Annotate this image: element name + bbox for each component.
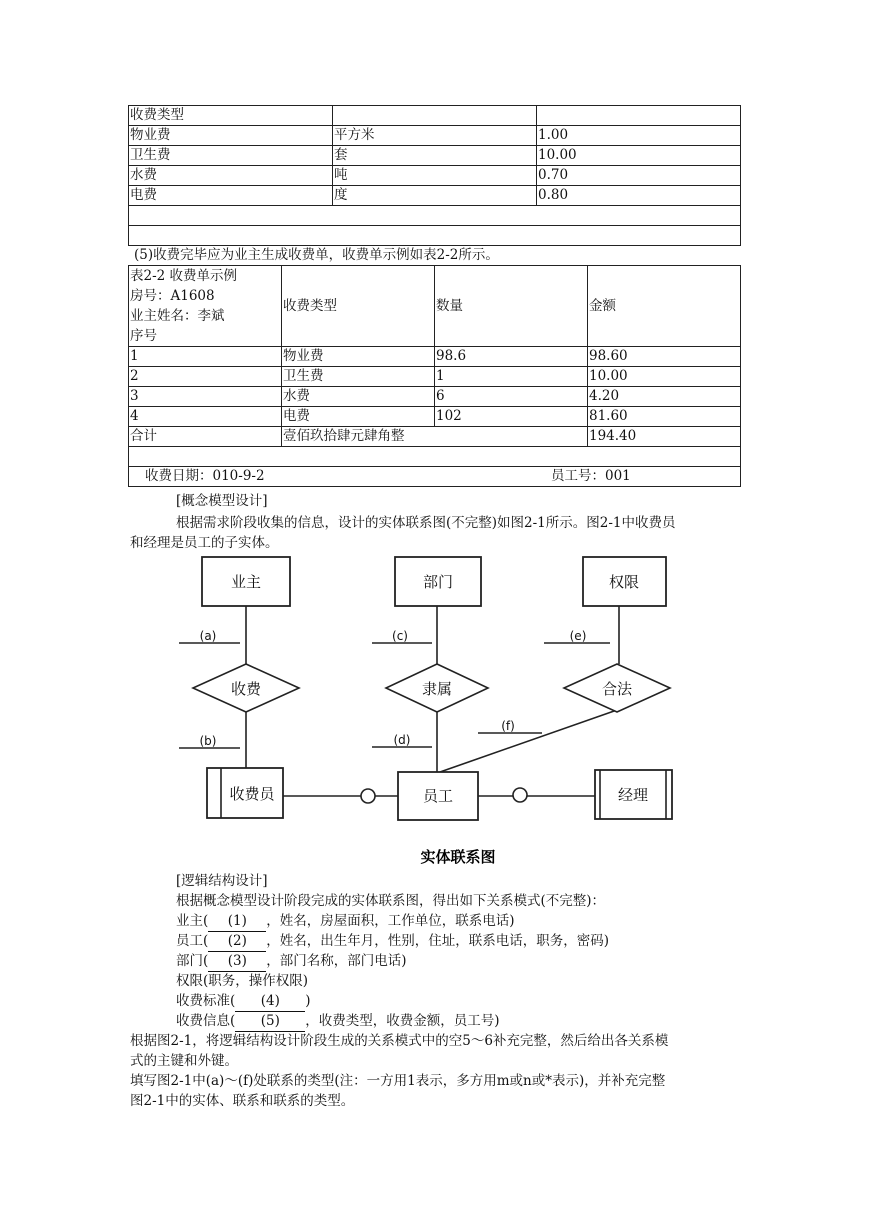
logic-heading: [逻辑结构设计] xyxy=(176,873,268,889)
table-cell: 数量 xyxy=(435,266,588,347)
question-1-line-2: 式的主键和外键。 xyxy=(130,1053,238,1069)
table-cell: 平方米 xyxy=(333,126,537,146)
schema-blank: (2) xyxy=(208,931,266,952)
table-cell: 81.60 xyxy=(588,407,741,427)
concept-heading: [概念模型设计] xyxy=(176,493,268,509)
subtype-circle-left xyxy=(361,789,375,803)
er-caption: 实体联系图 xyxy=(420,848,496,866)
table-cell: 1 xyxy=(435,367,588,387)
entity-owner-label: 业主 xyxy=(230,573,262,591)
schema-name: 员工( xyxy=(176,933,209,949)
question-2-line-2: 图2-1中的实体、联系和联系的类型。 xyxy=(130,1093,355,1109)
relation-legal-label: 合法 xyxy=(601,680,633,698)
receipt-staff: 员工号：001 xyxy=(551,468,631,484)
schema-name: 收费信息( xyxy=(176,1013,236,1029)
logic-intro: 根据概念模型设计阶段完成的实体联系图，得出如下关系模式(不完整)： xyxy=(176,893,606,909)
table-cell: 3 xyxy=(129,387,282,407)
table-cell: 10.00 xyxy=(537,146,741,166)
table-cell: 卫生费 xyxy=(129,146,333,166)
schema-permission xyxy=(176,971,308,991)
schema-dept xyxy=(176,951,407,972)
receipt-title: 表2-2 收费单示例 xyxy=(130,268,238,284)
entity-dept-label: 部门 xyxy=(422,573,454,591)
entity-manager-label: 经理 xyxy=(617,786,649,804)
relation-fee-label: 收费 xyxy=(230,680,262,698)
table-cell: 4 xyxy=(129,407,282,427)
schema-owner xyxy=(176,911,515,932)
label-f: (f) xyxy=(501,719,515,733)
schema-standard xyxy=(176,991,311,1012)
schema-blank: (4) xyxy=(235,991,305,1012)
schema-rest: ) xyxy=(305,993,311,1009)
schema-staff xyxy=(176,931,609,952)
schema-blank: (1) xyxy=(208,911,266,932)
relation-belong-label: 隶属 xyxy=(421,680,453,698)
schema-blank: (5) xyxy=(235,1011,305,1032)
table-cell: 电费 xyxy=(282,407,435,427)
entity-permission-label: 权限 xyxy=(608,573,640,591)
receipt-seq-header: 序号 xyxy=(130,328,157,344)
schema-blank: (3) xyxy=(208,951,266,972)
schema-name: 业主( xyxy=(176,913,209,929)
table-cell: 收费类型 xyxy=(129,106,333,126)
table-cell: 6 xyxy=(435,387,588,407)
table-cell: 物业费 xyxy=(282,347,435,367)
table-cell: 水费 xyxy=(129,166,333,186)
subtype-circle-right xyxy=(513,788,527,802)
table-cell: 收费类型 xyxy=(282,266,435,347)
table-cell: 金额 xyxy=(588,266,741,347)
table-cell: 电费 xyxy=(129,186,333,206)
table-cell: 98.60 xyxy=(588,347,741,367)
schema-name: 收费标准( xyxy=(176,993,236,1009)
question-2-line-1: 填写图2-1中(a)～(f)处联系的类型(注：一方用1表示，多方用m或n或*表示)，并补充完整 xyxy=(130,1073,666,1089)
table-cell: 0.80 xyxy=(537,186,741,206)
table-cell: 水费 xyxy=(282,387,435,407)
table-cell: 1 xyxy=(129,347,282,367)
table-cell: 卫生费 xyxy=(282,367,435,387)
table-cell: 合计 xyxy=(129,427,282,447)
schema-rest: ，姓名，出生年月，性别，住址，联系电话，职务，密码) xyxy=(266,933,610,949)
schema-fee-info xyxy=(176,1011,500,1032)
receipt-room: 房号：A1608 xyxy=(130,288,215,304)
schema-rest: ，姓名，房屋面积，工作单位，联系电话) xyxy=(266,913,515,929)
table-cell: 壹佰玖拾肆元肆角整 xyxy=(282,427,588,447)
note-5: (5)收费完毕应为业主生成收费单，收费单示例如表2-2所示。 xyxy=(134,247,499,263)
label-a: (a) xyxy=(199,629,217,643)
concept-paragraph-2: 和经理是员工的子实体。 xyxy=(130,535,279,551)
table-cell: 194.40 xyxy=(588,427,741,447)
table-cell: 102 xyxy=(435,407,588,427)
table-cell: 0.70 xyxy=(537,166,741,186)
schema-rest: ，收费类型，收费金额，员工号) xyxy=(305,1013,500,1029)
concept-paragraph-1: 根据需求阶段收集的信息，设计的实体联系图(不完整)如图2-1所示。图2-1中收费员 xyxy=(176,515,676,531)
label-b: (b) xyxy=(199,734,217,748)
table-cell: 度 xyxy=(333,186,537,206)
receipt-owner: 业主姓名：李斌 xyxy=(130,308,225,324)
table-cell: 10.00 xyxy=(588,367,741,387)
schema-rest: ，部门名称，部门电话) xyxy=(266,953,407,969)
table-cell: 4.20 xyxy=(588,387,741,407)
table-cell: 吨 xyxy=(333,166,537,186)
schema-name: 权限(职务，操作权限) xyxy=(176,973,309,989)
receipt-date: 收费日期：010-9-2 xyxy=(145,468,265,484)
label-d: (d) xyxy=(393,733,411,747)
label-e: (e) xyxy=(569,629,587,643)
table-cell: 物业费 xyxy=(129,126,333,146)
schema-name: 部门( xyxy=(176,953,209,969)
table-cell: 1.00 xyxy=(537,126,741,146)
question-1-line-1: 根据图2-1，将逻辑结构设计阶段生成的关系模式中的空5～6补充完整，然后给出各关系模 xyxy=(130,1033,669,1049)
table-cell: 2 xyxy=(129,367,282,387)
table-cell: 套 xyxy=(333,146,537,166)
entity-collector-label: 收费员 xyxy=(229,785,275,803)
table-cell: 98.6 xyxy=(435,347,588,367)
entity-staff-label: 员工 xyxy=(422,787,454,805)
label-c: (c) xyxy=(392,629,408,643)
